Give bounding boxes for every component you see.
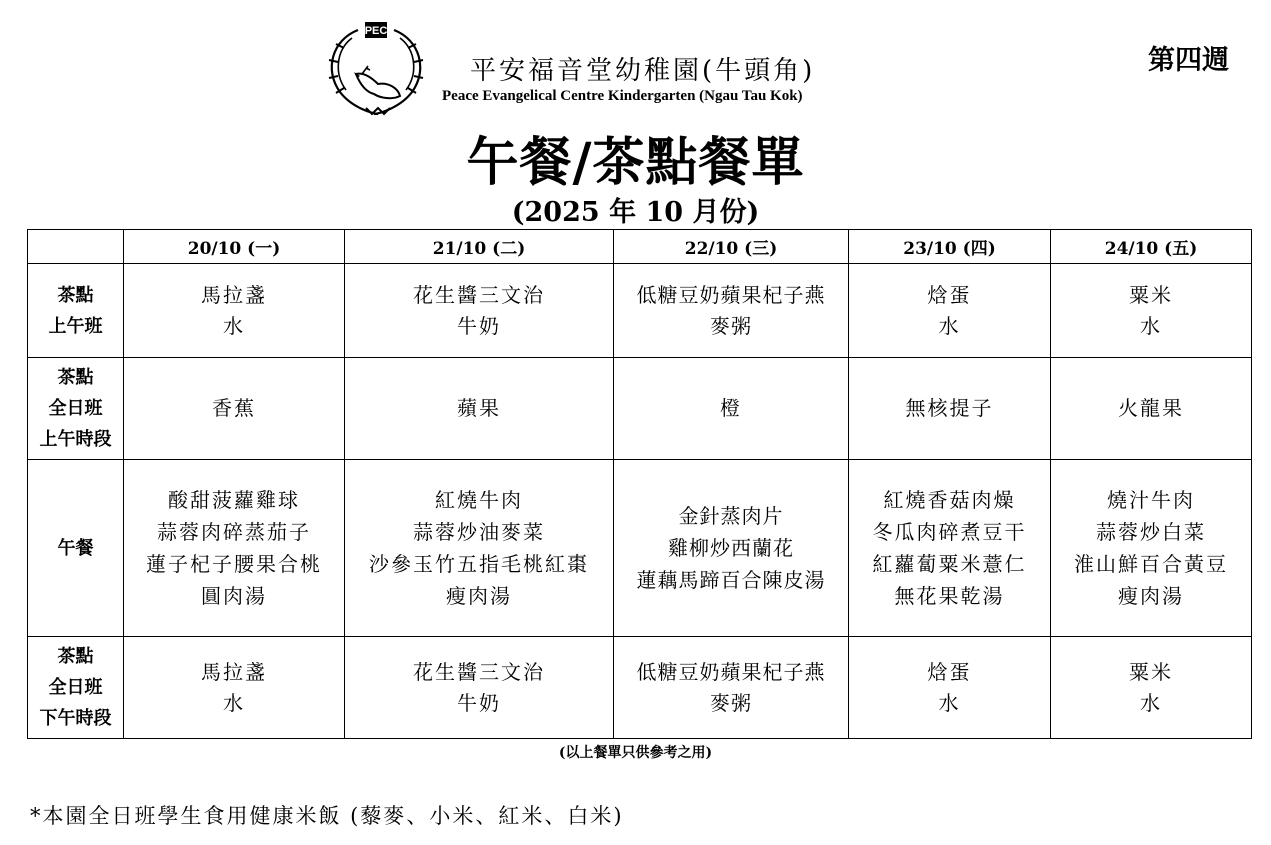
day-header: 23/10 (四) xyxy=(849,230,1051,264)
menu-cell: 焓蛋 水 xyxy=(849,264,1051,358)
menu-cell: 粟米 水 xyxy=(1051,637,1252,739)
school-logo xyxy=(318,18,434,122)
table-row-am-snack xyxy=(28,264,1252,358)
menu-cell: 金針蒸肉片 雞柳炒西蘭花 蓮藕馬蹄百合陳皮湯 xyxy=(614,460,849,637)
day-header: 21/10 (二) xyxy=(345,230,614,264)
menu-cell: 橙 xyxy=(614,358,849,460)
menu-cell: 紅燒牛肉 蒜蓉炒油麥菜 沙參玉竹五指毛桃紅棗 瘦肉湯 xyxy=(345,460,614,637)
row-label: 茶點 全日班 下午時段 xyxy=(28,637,124,739)
menu-cell: 馬拉盞 水 xyxy=(124,637,345,739)
menu-table xyxy=(27,229,1252,739)
table-row-fullday-pm-snack xyxy=(28,637,1252,739)
menu-cell: 低糖豆奶蘋果杞子燕 麥粥 xyxy=(614,637,849,739)
table-row-lunch xyxy=(28,460,1252,637)
row-label: 茶點 全日班 上午時段 xyxy=(28,358,124,460)
logo-mark-text: PEC xyxy=(364,25,388,37)
row-label: 午餐 xyxy=(28,460,124,637)
menu-cell: 蘋果 xyxy=(345,358,614,460)
menu-cell: 紅燒香菇肉燥 冬瓜肉碎煮豆干 紅蘿蔔粟米薏仁 無花果乾湯 xyxy=(849,460,1051,637)
header-row xyxy=(28,230,1252,264)
day-header: 24/10 (五) xyxy=(1051,230,1252,264)
footer-note: *本園全日班學生食用健康米飯 (藜麥、小米、紅米、白米) xyxy=(30,804,624,828)
menu-cell: 馬拉盞 水 xyxy=(124,264,345,358)
menu-cell: 粟米 水 xyxy=(1051,264,1252,358)
school-name-english: Peace Evangelical Centre Kindergarten (Ngau Tau Kok) xyxy=(442,88,803,104)
menu-cell: 火龍果 xyxy=(1051,358,1252,460)
table-row-fullday-am-snack xyxy=(28,358,1252,460)
menu-cell: 無核提子 xyxy=(849,358,1051,460)
reference-note: (以上餐單只供參考之用) xyxy=(558,745,713,761)
menu-cell: 焓蛋 水 xyxy=(849,637,1051,739)
menu-cell: 香蕉 xyxy=(124,358,345,460)
page-subtitle: (2025 年 10 月份) xyxy=(511,197,760,228)
menu-cell: 花生醬三文治 牛奶 xyxy=(345,637,614,739)
school-name-chinese: 平安福音堂幼稚園(牛頭角) xyxy=(470,56,816,86)
menu-cell: 低糖豆奶蘋果杞子燕 麥粥 xyxy=(614,264,849,358)
page-title: 午餐/茶點餐單 xyxy=(466,132,805,193)
row-label: 茶點 上午班 xyxy=(28,264,124,358)
menu-cell: 燒汁牛肉 蒜蓉炒白菜 淮山鮮百合黃豆 瘦肉湯 xyxy=(1051,460,1252,637)
menu-cell: 花生醬三文治 牛奶 xyxy=(345,264,614,358)
day-header: 22/10 (三) xyxy=(614,230,849,264)
week-label: 第四週 xyxy=(1148,45,1229,76)
corner-cell xyxy=(28,230,124,264)
day-header: 20/10 (一) xyxy=(124,230,345,264)
menu-cell: 酸甜菠蘿雞球 蒜蓉肉碎蒸茄子 蓮子杞子腰果合桃 圓肉湯 xyxy=(124,460,345,637)
